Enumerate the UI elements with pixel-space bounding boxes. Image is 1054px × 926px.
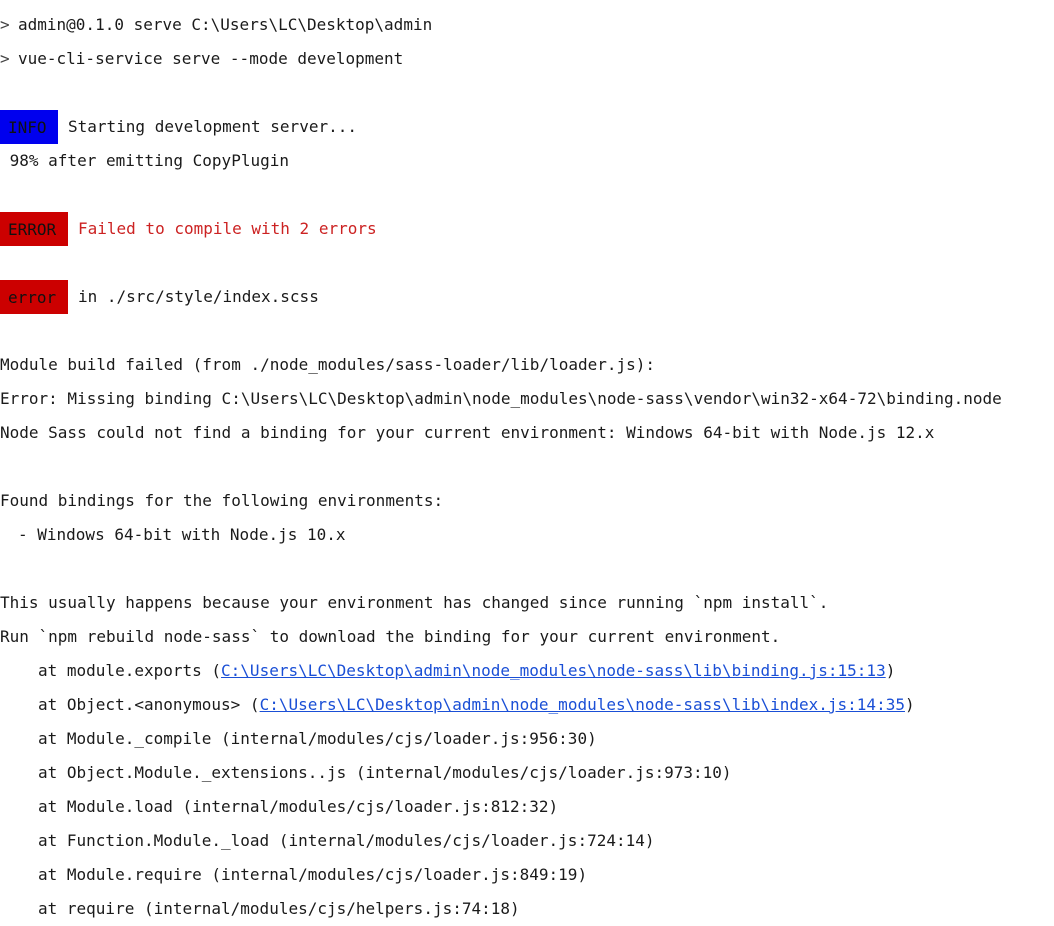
stack-frame-6: at Function.Module._load (internal/modules/cjs/loader.js:724:14) [38,831,655,850]
stack-file-link[interactable]: C:\Users\LC\Desktop\admin\node_modules\node-sass\lib\binding.js:15:13 [221,661,886,680]
terminal-output [0,8,1054,926]
stack-frame-1 [0,654,1054,688]
info-line [0,110,1054,144]
error-location: in ./src/style/index.scss [78,287,319,306]
stack-frame-4: at Object.Module._extensions..js (internal/modules/cjs/loader.js:973:10) [38,763,732,782]
blank-line [0,76,1054,110]
stack-frame-7: at Module.require (internal/modules/cjs/loader.js:849:19) [38,865,588,884]
error-badge-small: error [0,280,68,314]
blank-line [0,314,1054,348]
found-bindings-line: Found bindings for the following environments: [0,491,444,510]
missing-binding-line: Error: Missing binding C:\Users\LC\Desktop\admin\node_modules\node-sass\vendor\win32-x64-72\binding.node [0,389,1002,408]
no-binding-line: Node Sass could not find a binding for your current environment: Windows 64-bit with Node.js 12.x [0,423,935,442]
command-text: vue-cli-service serve --mode development [18,49,404,68]
prompt-chevron-icon: > [0,49,10,68]
stack-frame-5: at Module.load (internal/modules/cjs/loader.js:812:32) [38,797,559,816]
command-line-2 [0,42,1054,76]
stack-prefix: at Object.<anonymous> ( [38,695,260,714]
found-env-line: - Windows 64-bit with Node.js 10.x [18,525,346,544]
blank-line [0,178,1054,212]
stack-file-link[interactable]: C:\Users\LC\Desktop\admin\node_modules\node-sass\lib\index.js:14:35 [259,695,905,714]
error-message: Failed to compile with 2 errors [78,219,377,238]
blank-line [0,246,1054,280]
info-message: Starting development server... [68,117,357,136]
stack-frame-2 [0,688,1054,722]
stack-frame-8: at require (internal/modules/cjs/helpers.js:74:18) [38,899,520,918]
command-line-1 [0,8,1054,42]
error-summary-line [0,212,1054,246]
blank-line [0,450,1054,484]
stack-suffix: ) [885,661,896,680]
usually-happens-line: This usually happens because your environment has changed since running `npm install`. [0,593,829,612]
stack-suffix: ) [904,695,915,714]
stack-prefix: at module.exports ( [38,661,222,680]
info-badge: INFO [0,110,58,144]
progress-line: 98% after emitting CopyPlugin [0,151,289,170]
prompt-chevron-icon: > [0,15,10,34]
stack-frame-3: at Module._compile (internal/modules/cjs/loader.js:956:30) [38,729,597,748]
build-failed-line: Module build failed (from ./node_modules/sass-loader/lib/loader.js): [0,355,656,374]
blank-line [0,552,1054,586]
error-badge: ERROR [0,212,68,246]
command-text: admin@0.1.0 serve C:\Users\LC\Desktop\admin [18,15,433,34]
run-rebuild-line: Run `npm rebuild node-sass` to download the binding for your current environment. [0,627,781,646]
error-location-line [0,280,1054,314]
